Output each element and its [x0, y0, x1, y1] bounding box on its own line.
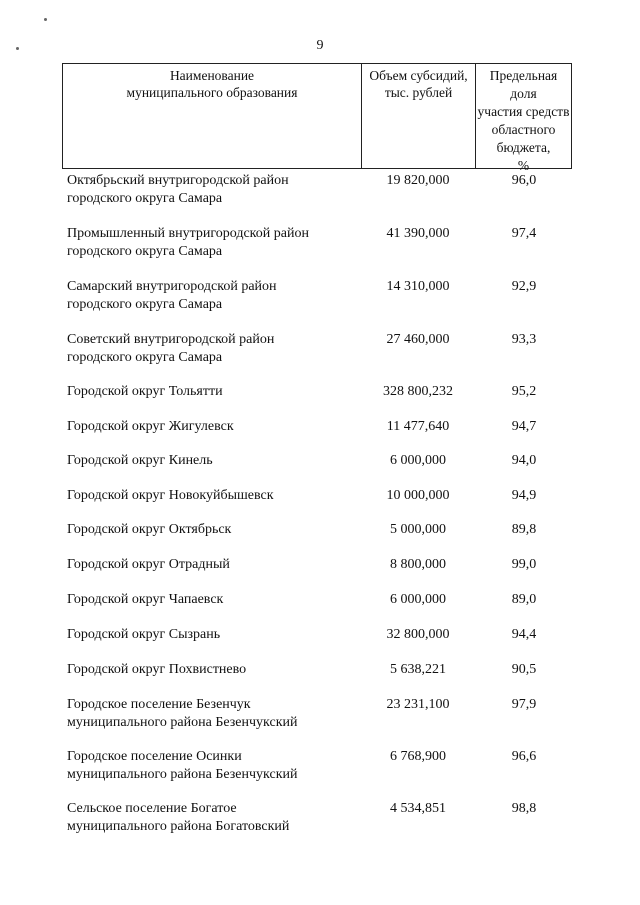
municipality-name: Городской округ Жигулевск [67, 419, 234, 434]
subsidy-volume: 11 477,640 [386, 419, 450, 434]
budget-share: 90,5 [511, 662, 537, 677]
subsidy-volume: 32 800,000 [386, 627, 450, 642]
header-name-line: муниципального образования [126, 85, 298, 100]
header-share-line: областного [491, 122, 556, 137]
municipality-name: Городское поселение Безенчук муниципального района Безенчукский [67, 697, 298, 730]
subsidy-volume: 328 800,232 [383, 384, 453, 399]
municipality-name: Городской округ Октябрьск [67, 522, 232, 537]
subsidy-volume: 5 000,000 [390, 522, 446, 537]
subsidy-volume: 6 768,900 [390, 749, 446, 764]
municipality-name: Самарский внутригородской район городского округа Самара [67, 279, 277, 312]
page-number: 9 [316, 38, 324, 53]
municipality-name: Городской округ Похвистнево [67, 662, 247, 677]
scan-mark [44, 18, 47, 21]
budget-share: 99,0 [511, 557, 537, 572]
header-volume-line: Объем субсидий, [369, 68, 468, 83]
subsidy-volume: 10 000,000 [386, 488, 450, 503]
municipality-name: Промышленный внутригородской район городского округа Самара [67, 226, 309, 259]
budget-share: 97,4 [511, 226, 537, 241]
subsidy-volume: 5 638,221 [390, 662, 446, 677]
municipality-name: Городской округ Новокуйбышевск [67, 488, 274, 503]
header-share-line: бюджета, [496, 140, 551, 155]
budget-share: 95,2 [511, 384, 537, 399]
header-share [476, 64, 571, 173]
budget-share: 94,9 [511, 488, 537, 503]
budget-share: 89,0 [511, 592, 537, 607]
budget-share: 94,0 [511, 453, 537, 468]
municipality-name: Городской округ Чапаевск [67, 592, 224, 607]
header-share-line: доля [510, 86, 537, 101]
subsidy-volume: 41 390,000 [386, 226, 450, 241]
header-volume-line: тыс. рублей [384, 85, 453, 100]
header-share-line: Предельная [489, 68, 558, 83]
subsidy-volume: 6 000,000 [390, 592, 446, 607]
subsidy-volume: 14 310,000 [386, 279, 450, 294]
budget-share: 93,3 [511, 332, 537, 347]
municipality-name: Городской округ Тольятти [67, 384, 223, 399]
budget-share: 98,8 [511, 801, 537, 816]
municipality-name: Городской округ Кинель [67, 453, 213, 468]
subsidy-volume: 8 800,000 [390, 557, 446, 572]
municipality-name: Городское поселение Осинки муниципального района Безенчукский [67, 749, 298, 782]
subsidy-volume: 4 534,851 [390, 801, 446, 816]
municipality-name: Советский внутригородской район городского округа Самара [67, 332, 275, 365]
table-header [62, 63, 572, 173]
header-share-line: участия средств [477, 104, 570, 119]
subsidy-volume: 19 820,000 [386, 173, 450, 188]
budget-share: 94,4 [511, 627, 537, 642]
budget-share: 94,7 [511, 419, 537, 434]
subsidy-volume: 6 000,000 [390, 453, 446, 468]
header-name [63, 64, 362, 168]
budget-share: 92,9 [511, 279, 537, 294]
subsidy-volume: 27 460,000 [386, 332, 450, 347]
budget-share: 96,6 [511, 749, 537, 764]
header-share-line: % [517, 158, 530, 173]
budget-share: 97,9 [511, 697, 537, 712]
budget-share: 96,0 [511, 173, 537, 188]
municipality-name: Городской округ Отрадный [67, 557, 230, 572]
header-volume [362, 64, 476, 168]
municipality-name: Сельское поселение Богатое муниципального района Богатовский [67, 801, 290, 834]
municipality-name: Городской округ Сызрань [67, 627, 221, 642]
budget-share: 89,8 [511, 522, 537, 537]
header-name-line: Наименование [169, 68, 255, 83]
municipality-name: Октябрьский внутригородской район городского округа Самара [67, 173, 289, 206]
subsidy-volume: 23 231,100 [386, 697, 450, 712]
